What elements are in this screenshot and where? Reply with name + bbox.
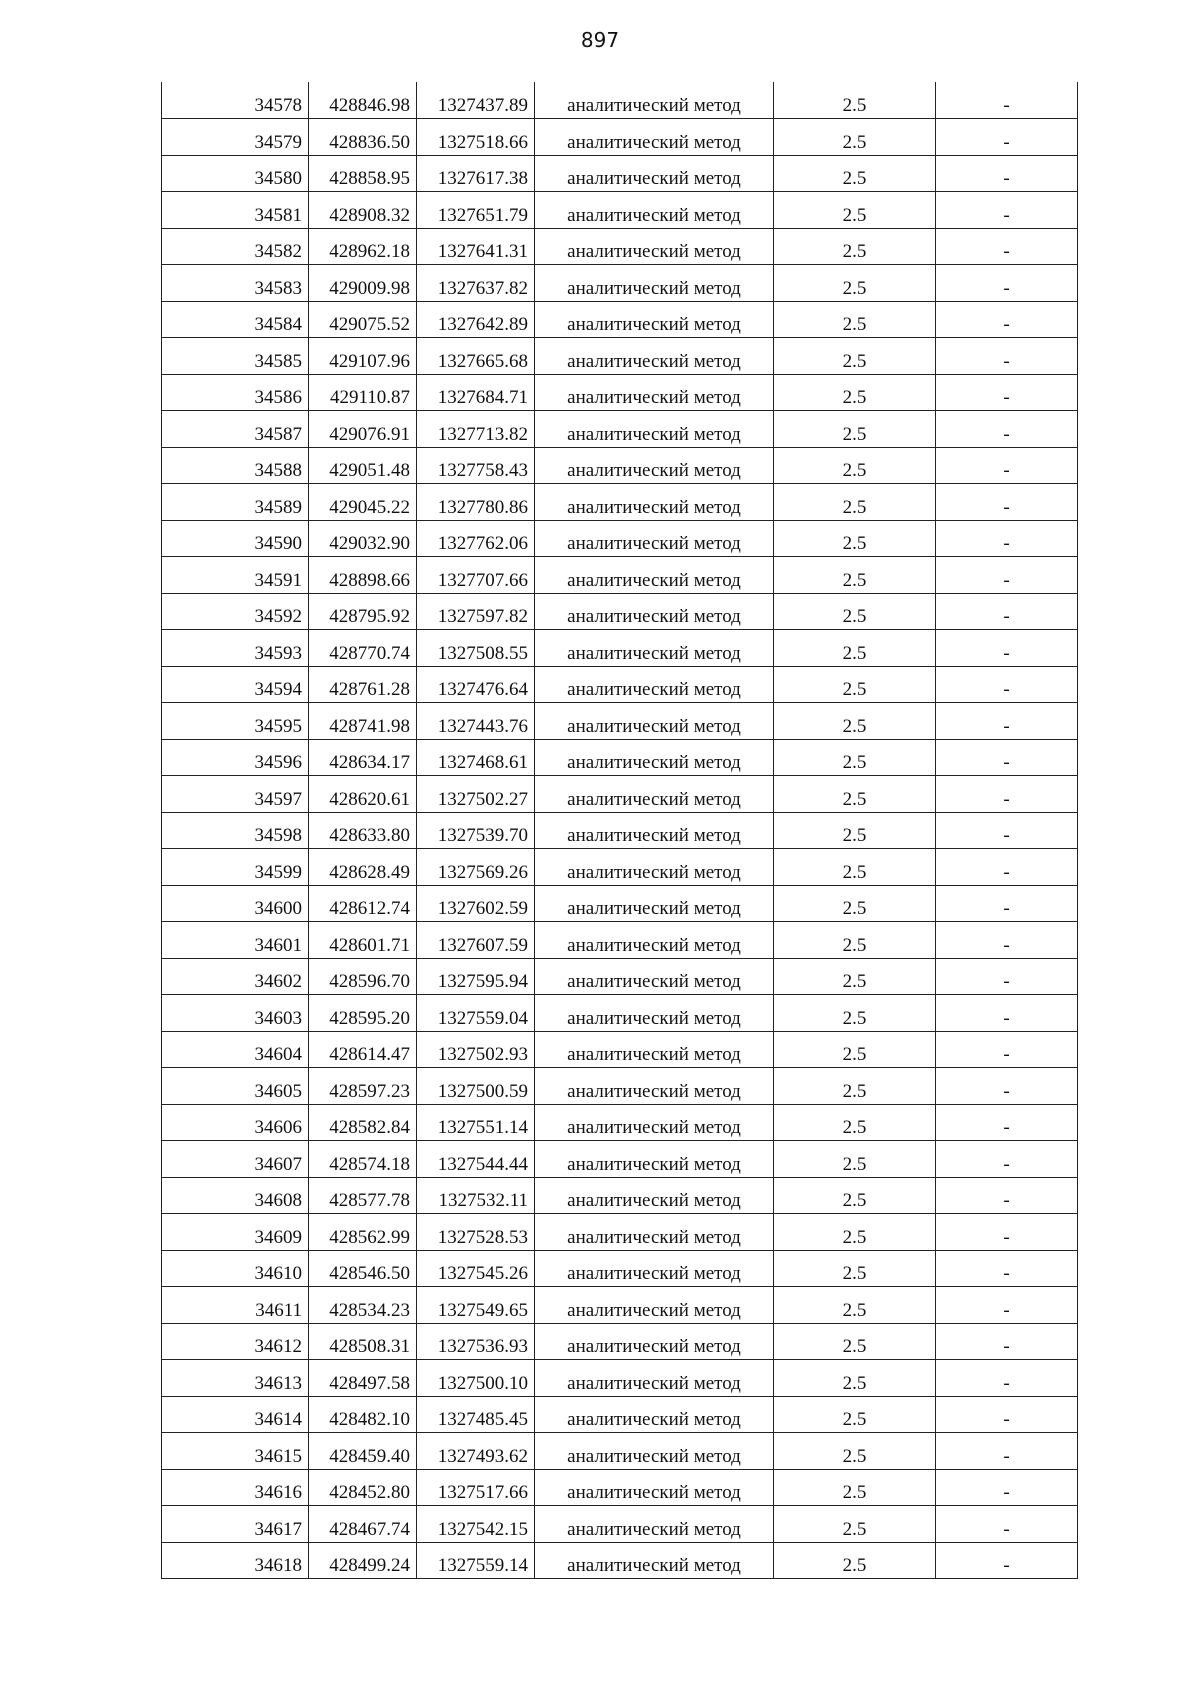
- table-row: [162, 593, 1078, 630]
- method-cell: аналитический метод: [535, 593, 774, 630]
- accuracy-cell: 2.5: [774, 1542, 936, 1579]
- point-number-cell: 34608: [162, 1177, 309, 1214]
- method-cell: аналитический метод: [535, 995, 774, 1032]
- accuracy-cell: 2.5: [774, 1104, 936, 1141]
- method-cell: аналитический метод: [535, 338, 774, 375]
- method-cell: аналитический метод: [535, 849, 774, 886]
- coordinates-table: [161, 82, 1078, 1579]
- point-number-cell: 34615: [162, 1433, 309, 1470]
- note-cell: -: [936, 1250, 1078, 1287]
- table-row: [162, 301, 1078, 338]
- y-coordinate-cell: 1327602.59: [417, 885, 535, 922]
- point-number-cell: 34579: [162, 119, 309, 156]
- method-cell: аналитический метод: [535, 1250, 774, 1287]
- table-row: [162, 995, 1078, 1032]
- note-cell: -: [936, 995, 1078, 1032]
- point-number-cell: 34600: [162, 885, 309, 922]
- note-cell: -: [936, 228, 1078, 265]
- point-number-cell: 34578: [162, 82, 309, 119]
- table-row: [162, 1031, 1078, 1068]
- y-coordinate-cell: 1327758.43: [417, 447, 535, 484]
- x-coordinate-cell: 428614.47: [309, 1031, 417, 1068]
- x-coordinate-cell: 428534.23: [309, 1287, 417, 1324]
- point-number-cell: 34613: [162, 1360, 309, 1397]
- note-cell: -: [936, 1177, 1078, 1214]
- table-row: [162, 1360, 1078, 1397]
- accuracy-cell: 2.5: [774, 301, 936, 338]
- accuracy-cell: 2.5: [774, 1396, 936, 1433]
- table-row: [162, 447, 1078, 484]
- y-coordinate-cell: 1327468.61: [417, 739, 535, 776]
- point-number-cell: 34593: [162, 630, 309, 667]
- point-number-cell: 34582: [162, 228, 309, 265]
- note-cell: -: [936, 739, 1078, 776]
- accuracy-cell: 2.5: [774, 1360, 936, 1397]
- y-coordinate-cell: 1327597.82: [417, 593, 535, 630]
- y-coordinate-cell: 1327559.04: [417, 995, 535, 1032]
- y-coordinate-cell: 1327517.66: [417, 1469, 535, 1506]
- table-row: [162, 1506, 1078, 1543]
- method-cell: аналитический метод: [535, 666, 774, 703]
- y-coordinate-cell: 1327508.55: [417, 630, 535, 667]
- accuracy-cell: 2.5: [774, 885, 936, 922]
- table-row: [162, 557, 1078, 594]
- point-number-cell: 34580: [162, 155, 309, 192]
- y-coordinate-cell: 1327528.53: [417, 1214, 535, 1251]
- note-cell: -: [936, 119, 1078, 156]
- accuracy-cell: 2.5: [774, 739, 936, 776]
- accuracy-cell: 2.5: [774, 1068, 936, 1105]
- point-number-cell: 34610: [162, 1250, 309, 1287]
- x-coordinate-cell: 428634.17: [309, 739, 417, 776]
- note-cell: -: [936, 374, 1078, 411]
- x-coordinate-cell: 429076.91: [309, 411, 417, 448]
- note-cell: -: [936, 1542, 1078, 1579]
- table-row: [162, 1287, 1078, 1324]
- point-number-cell: 34586: [162, 374, 309, 411]
- point-number-cell: 34611: [162, 1287, 309, 1324]
- y-coordinate-cell: 1327707.66: [417, 557, 535, 594]
- accuracy-cell: 2.5: [774, 1250, 936, 1287]
- accuracy-cell: 2.5: [774, 1287, 936, 1324]
- method-cell: аналитический метод: [535, 155, 774, 192]
- note-cell: -: [936, 265, 1078, 302]
- accuracy-cell: 2.5: [774, 1506, 936, 1543]
- x-coordinate-cell: 428795.92: [309, 593, 417, 630]
- accuracy-cell: 2.5: [774, 703, 936, 740]
- note-cell: -: [936, 703, 1078, 740]
- y-coordinate-cell: 1327549.65: [417, 1287, 535, 1324]
- x-coordinate-cell: 428459.40: [309, 1433, 417, 1470]
- point-number-cell: 34609: [162, 1214, 309, 1251]
- y-coordinate-cell: 1327544.44: [417, 1141, 535, 1178]
- point-number-cell: 34589: [162, 484, 309, 521]
- x-coordinate-cell: 428761.28: [309, 666, 417, 703]
- accuracy-cell: 2.5: [774, 484, 936, 521]
- accuracy-cell: 2.5: [774, 776, 936, 813]
- y-coordinate-cell: 1327539.70: [417, 812, 535, 849]
- y-coordinate-cell: 1327637.82: [417, 265, 535, 302]
- point-number-cell: 34616: [162, 1469, 309, 1506]
- accuracy-cell: 2.5: [774, 958, 936, 995]
- x-coordinate-cell: 428508.31: [309, 1323, 417, 1360]
- point-number-cell: 34614: [162, 1396, 309, 1433]
- y-coordinate-cell: 1327684.71: [417, 374, 535, 411]
- method-cell: аналитический метод: [535, 484, 774, 521]
- method-cell: аналитический метод: [535, 192, 774, 229]
- accuracy-cell: 2.5: [774, 155, 936, 192]
- method-cell: аналитический метод: [535, 411, 774, 448]
- point-number-cell: 34604: [162, 1031, 309, 1068]
- method-cell: аналитический метод: [535, 557, 774, 594]
- y-coordinate-cell: 1327651.79: [417, 192, 535, 229]
- note-cell: -: [936, 82, 1078, 119]
- method-cell: аналитический метод: [535, 703, 774, 740]
- point-number-cell: 34584: [162, 301, 309, 338]
- accuracy-cell: 2.5: [774, 265, 936, 302]
- method-cell: аналитический метод: [535, 958, 774, 995]
- note-cell: -: [936, 192, 1078, 229]
- accuracy-cell: 2.5: [774, 922, 936, 959]
- x-coordinate-cell: 428452.80: [309, 1469, 417, 1506]
- accuracy-cell: 2.5: [774, 557, 936, 594]
- method-cell: аналитический метод: [535, 82, 774, 119]
- method-cell: аналитический метод: [535, 1214, 774, 1251]
- note-cell: -: [936, 1506, 1078, 1543]
- method-cell: аналитический метод: [535, 447, 774, 484]
- x-coordinate-cell: 428836.50: [309, 119, 417, 156]
- note-cell: -: [936, 301, 1078, 338]
- note-cell: -: [936, 885, 1078, 922]
- note-cell: -: [936, 1469, 1078, 1506]
- accuracy-cell: 2.5: [774, 630, 936, 667]
- method-cell: аналитический метод: [535, 1542, 774, 1579]
- accuracy-cell: 2.5: [774, 1177, 936, 1214]
- y-coordinate-cell: 1327542.15: [417, 1506, 535, 1543]
- method-cell: аналитический метод: [535, 776, 774, 813]
- x-coordinate-cell: 429045.22: [309, 484, 417, 521]
- method-cell: аналитический метод: [535, 812, 774, 849]
- table-row: [162, 739, 1078, 776]
- table-row: [162, 338, 1078, 375]
- point-number-cell: 34592: [162, 593, 309, 630]
- note-cell: -: [936, 1214, 1078, 1251]
- y-coordinate-cell: 1327595.94: [417, 958, 535, 995]
- note-cell: -: [936, 593, 1078, 630]
- accuracy-cell: 2.5: [774, 666, 936, 703]
- method-cell: аналитический метод: [535, 1506, 774, 1543]
- point-number-cell: 34602: [162, 958, 309, 995]
- table-row: [162, 1250, 1078, 1287]
- x-coordinate-cell: 428628.49: [309, 849, 417, 886]
- accuracy-cell: 2.5: [774, 228, 936, 265]
- y-coordinate-cell: 1327545.26: [417, 1250, 535, 1287]
- x-coordinate-cell: 428482.10: [309, 1396, 417, 1433]
- method-cell: аналитический метод: [535, 265, 774, 302]
- y-coordinate-cell: 1327437.89: [417, 82, 535, 119]
- x-coordinate-cell: 428633.80: [309, 812, 417, 849]
- note-cell: -: [936, 411, 1078, 448]
- point-number-cell: 34590: [162, 520, 309, 557]
- point-number-cell: 34596: [162, 739, 309, 776]
- note-cell: -: [936, 630, 1078, 667]
- note-cell: -: [936, 1287, 1078, 1324]
- point-number-cell: 34594: [162, 666, 309, 703]
- note-cell: -: [936, 484, 1078, 521]
- x-coordinate-cell: 429032.90: [309, 520, 417, 557]
- table-row: [162, 1396, 1078, 1433]
- point-number-cell: 34583: [162, 265, 309, 302]
- point-number-cell: 34597: [162, 776, 309, 813]
- method-cell: аналитический метод: [535, 1323, 774, 1360]
- note-cell: -: [936, 1360, 1078, 1397]
- point-number-cell: 34585: [162, 338, 309, 375]
- note-cell: -: [936, 557, 1078, 594]
- accuracy-cell: 2.5: [774, 1141, 936, 1178]
- x-coordinate-cell: 428595.20: [309, 995, 417, 1032]
- y-coordinate-cell: 1327551.14: [417, 1104, 535, 1141]
- accuracy-cell: 2.5: [774, 82, 936, 119]
- note-cell: -: [936, 776, 1078, 813]
- accuracy-cell: 2.5: [774, 374, 936, 411]
- accuracy-cell: 2.5: [774, 1323, 936, 1360]
- accuracy-cell: 2.5: [774, 995, 936, 1032]
- y-coordinate-cell: 1327500.10: [417, 1360, 535, 1397]
- coordinates-table-body: [162, 82, 1078, 1579]
- note-cell: -: [936, 520, 1078, 557]
- table-row: [162, 265, 1078, 302]
- x-coordinate-cell: 428846.98: [309, 82, 417, 119]
- table-row: [162, 374, 1078, 411]
- note-cell: -: [936, 1396, 1078, 1433]
- note-cell: -: [936, 338, 1078, 375]
- note-cell: -: [936, 1323, 1078, 1360]
- method-cell: аналитический метод: [535, 1104, 774, 1141]
- method-cell: аналитический метод: [535, 1396, 774, 1433]
- note-cell: -: [936, 1433, 1078, 1470]
- y-coordinate-cell: 1327502.93: [417, 1031, 535, 1068]
- table-row: [162, 1104, 1078, 1141]
- table-row: [162, 1177, 1078, 1214]
- x-coordinate-cell: 428770.74: [309, 630, 417, 667]
- method-cell: аналитический метод: [535, 301, 774, 338]
- accuracy-cell: 2.5: [774, 593, 936, 630]
- method-cell: аналитический метод: [535, 885, 774, 922]
- table-row: [162, 812, 1078, 849]
- y-coordinate-cell: 1327617.38: [417, 155, 535, 192]
- x-coordinate-cell: 428962.18: [309, 228, 417, 265]
- point-number-cell: 34605: [162, 1068, 309, 1105]
- point-number-cell: 34595: [162, 703, 309, 740]
- method-cell: аналитический метод: [535, 1433, 774, 1470]
- table-row: [162, 630, 1078, 667]
- table-row: [162, 411, 1078, 448]
- x-coordinate-cell: 429009.98: [309, 265, 417, 302]
- x-coordinate-cell: 428562.99: [309, 1214, 417, 1251]
- accuracy-cell: 2.5: [774, 849, 936, 886]
- table-row: [162, 1068, 1078, 1105]
- table-row: [162, 922, 1078, 959]
- method-cell: аналитический метод: [535, 1360, 774, 1397]
- note-cell: -: [936, 922, 1078, 959]
- table-row: [162, 958, 1078, 995]
- y-coordinate-cell: 1327493.62: [417, 1433, 535, 1470]
- y-coordinate-cell: 1327500.59: [417, 1068, 535, 1105]
- accuracy-cell: 2.5: [774, 1214, 936, 1251]
- y-coordinate-cell: 1327713.82: [417, 411, 535, 448]
- accuracy-cell: 2.5: [774, 119, 936, 156]
- table-row: [162, 885, 1078, 922]
- y-coordinate-cell: 1327665.68: [417, 338, 535, 375]
- method-cell: аналитический метод: [535, 520, 774, 557]
- x-coordinate-cell: 428467.74: [309, 1506, 417, 1543]
- y-coordinate-cell: 1327476.64: [417, 666, 535, 703]
- table-row: [162, 666, 1078, 703]
- point-number-cell: 34587: [162, 411, 309, 448]
- x-coordinate-cell: 428577.78: [309, 1177, 417, 1214]
- method-cell: аналитический метод: [535, 1469, 774, 1506]
- x-coordinate-cell: 429051.48: [309, 447, 417, 484]
- y-coordinate-cell: 1327532.11: [417, 1177, 535, 1214]
- table-row: [162, 1214, 1078, 1251]
- note-cell: -: [936, 666, 1078, 703]
- y-coordinate-cell: 1327536.93: [417, 1323, 535, 1360]
- method-cell: аналитический метод: [535, 922, 774, 959]
- note-cell: -: [936, 155, 1078, 192]
- x-coordinate-cell: 429107.96: [309, 338, 417, 375]
- table-row: [162, 1469, 1078, 1506]
- method-cell: аналитический метод: [535, 119, 774, 156]
- x-coordinate-cell: 428596.70: [309, 958, 417, 995]
- method-cell: аналитический метод: [535, 1177, 774, 1214]
- x-coordinate-cell: 428620.61: [309, 776, 417, 813]
- y-coordinate-cell: 1327607.59: [417, 922, 535, 959]
- y-coordinate-cell: 1327641.31: [417, 228, 535, 265]
- accuracy-cell: 2.5: [774, 447, 936, 484]
- method-cell: аналитический метод: [535, 1031, 774, 1068]
- accuracy-cell: 2.5: [774, 1031, 936, 1068]
- method-cell: аналитический метод: [535, 1068, 774, 1105]
- method-cell: аналитический метод: [535, 1141, 774, 1178]
- note-cell: -: [936, 447, 1078, 484]
- note-cell: -: [936, 1031, 1078, 1068]
- accuracy-cell: 2.5: [774, 1469, 936, 1506]
- x-coordinate-cell: 429075.52: [309, 301, 417, 338]
- y-coordinate-cell: 1327485.45: [417, 1396, 535, 1433]
- table-row: [162, 1323, 1078, 1360]
- point-number-cell: 34603: [162, 995, 309, 1032]
- table-row: [162, 520, 1078, 557]
- x-coordinate-cell: 428898.66: [309, 557, 417, 594]
- x-coordinate-cell: 428601.71: [309, 922, 417, 959]
- x-coordinate-cell: 428858.95: [309, 155, 417, 192]
- x-coordinate-cell: 428908.32: [309, 192, 417, 229]
- y-coordinate-cell: 1327642.89: [417, 301, 535, 338]
- table-row: [162, 776, 1078, 813]
- y-coordinate-cell: 1327518.66: [417, 119, 535, 156]
- note-cell: -: [936, 1141, 1078, 1178]
- note-cell: -: [936, 958, 1078, 995]
- point-number-cell: 34607: [162, 1141, 309, 1178]
- point-number-cell: 34617: [162, 1506, 309, 1543]
- page-number: 897: [580, 28, 620, 52]
- note-cell: -: [936, 1104, 1078, 1141]
- point-number-cell: 34588: [162, 447, 309, 484]
- accuracy-cell: 2.5: [774, 812, 936, 849]
- note-cell: -: [936, 812, 1078, 849]
- y-coordinate-cell: 1327559.14: [417, 1542, 535, 1579]
- table-row: [162, 849, 1078, 886]
- method-cell: аналитический метод: [535, 228, 774, 265]
- point-number-cell: 34581: [162, 192, 309, 229]
- table-row: [162, 1542, 1078, 1579]
- point-number-cell: 34612: [162, 1323, 309, 1360]
- accuracy-cell: 2.5: [774, 520, 936, 557]
- point-number-cell: 34591: [162, 557, 309, 594]
- y-coordinate-cell: 1327502.27: [417, 776, 535, 813]
- point-number-cell: 34599: [162, 849, 309, 886]
- x-coordinate-cell: 428741.98: [309, 703, 417, 740]
- point-number-cell: 34601: [162, 922, 309, 959]
- table-row: [162, 155, 1078, 192]
- note-cell: -: [936, 1068, 1078, 1105]
- y-coordinate-cell: 1327762.06: [417, 520, 535, 557]
- x-coordinate-cell: 428499.24: [309, 1542, 417, 1579]
- table-row: [162, 192, 1078, 229]
- accuracy-cell: 2.5: [774, 1433, 936, 1470]
- point-number-cell: 34618: [162, 1542, 309, 1579]
- table-row: [162, 1141, 1078, 1178]
- table-row: [162, 703, 1078, 740]
- point-number-cell: 34606: [162, 1104, 309, 1141]
- method-cell: аналитический метод: [535, 1287, 774, 1324]
- x-coordinate-cell: 428597.23: [309, 1068, 417, 1105]
- point-number-cell: 34598: [162, 812, 309, 849]
- method-cell: аналитический метод: [535, 739, 774, 776]
- table-row: [162, 484, 1078, 521]
- table-row: [162, 1433, 1078, 1470]
- x-coordinate-cell: 428582.84: [309, 1104, 417, 1141]
- accuracy-cell: 2.5: [774, 338, 936, 375]
- x-coordinate-cell: 428612.74: [309, 885, 417, 922]
- method-cell: аналитический метод: [535, 374, 774, 411]
- table-row: [162, 119, 1078, 156]
- accuracy-cell: 2.5: [774, 192, 936, 229]
- y-coordinate-cell: 1327443.76: [417, 703, 535, 740]
- x-coordinate-cell: 429110.87: [309, 374, 417, 411]
- y-coordinate-cell: 1327569.26: [417, 849, 535, 886]
- x-coordinate-cell: 428497.58: [309, 1360, 417, 1397]
- y-coordinate-cell: 1327780.86: [417, 484, 535, 521]
- accuracy-cell: 2.5: [774, 411, 936, 448]
- note-cell: -: [936, 849, 1078, 886]
- table-row: [162, 228, 1078, 265]
- method-cell: аналитический метод: [535, 630, 774, 667]
- table-row: [162, 82, 1078, 119]
- x-coordinate-cell: 428546.50: [309, 1250, 417, 1287]
- x-coordinate-cell: 428574.18: [309, 1141, 417, 1178]
